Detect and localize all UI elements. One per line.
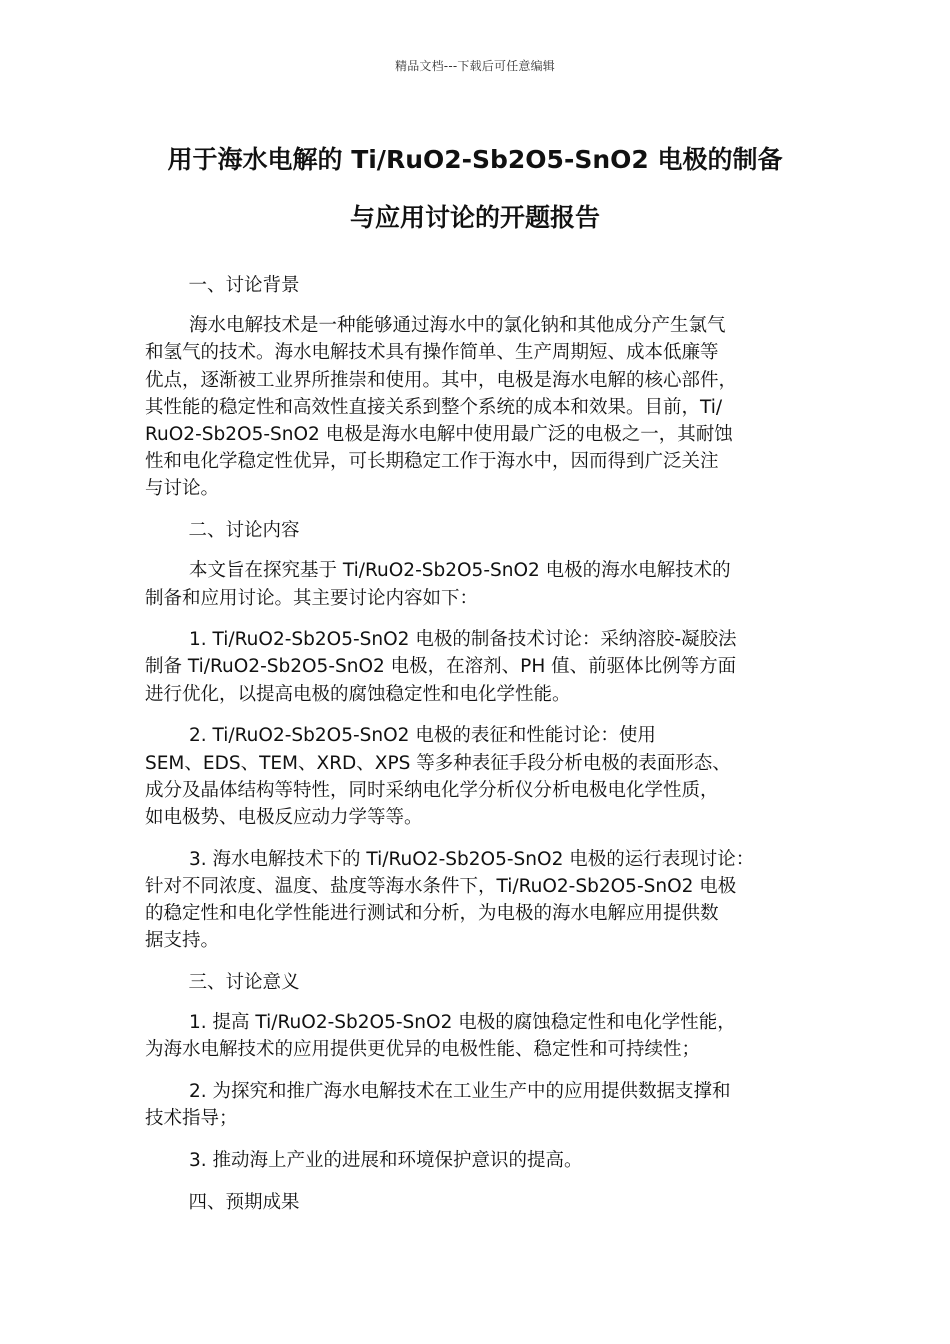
paragraph-line: RuO2-Sb2O5-SnO2 电极是海水电解中使用最广泛的电极之一，其耐蚀 (145, 424, 733, 446)
paragraph-line: 1. Ti/RuO2-Sb2O5-SnO2 电极的制备技术讨论：采纳溶胶-凝胶法 (189, 629, 737, 651)
paragraph-line: 其性能的稳定性和高效性直接关系到整个系统的成本和效果。目前，Ti/ (145, 396, 723, 418)
list-item-significance-1 (145, 1009, 809, 1063)
paragraph-line: 本文旨在探究基于 Ti/RuO2-Sb2O5-SnO2 电极的海水电解技术的 (189, 560, 731, 582)
paragraph-line: 为海水电解技术的应用提供更优异的电极性能、稳定性和可持续性； (145, 1039, 701, 1061)
list-item-significance-3 (145, 1147, 809, 1174)
paragraph-line: 成分及晶体结构等特性，同时采纳电化学分析仪分析电极电化学性质， (145, 779, 719, 801)
list-item-characterization (145, 722, 809, 831)
paragraph-line: 2. Ti/RuO2-Sb2O5-SnO2 电极的表征和性能讨论：使用 (189, 725, 656, 747)
paragraph-line: 性和电化学稳定性优异，可长期稳定工作于海水中，因而得到广泛关注 (145, 451, 719, 473)
paragraph-line: 制备 Ti/RuO2-Sb2O5-SnO2 电极，在溶剂、PH 值、前驱体比例等方面 (145, 656, 737, 678)
paragraph-line: 技术指导； (145, 1108, 238, 1130)
section-heading-background: 一、讨论背景 (188, 275, 300, 296)
document-title-line-2: 与应用讨论的开题报告 (349, 203, 600, 232)
document-body (145, 272, 809, 1229)
paragraph-line: 海水电解技术是一种能够通过海水中的氯化钠和其他成分产生氯气 (189, 315, 726, 337)
paragraph-line: 针对不同浓度、温度、盐度等海水条件下，Ti/RuO2-Sb2O5-SnO2 电极 (145, 875, 737, 897)
list-item-performance (145, 846, 809, 955)
paragraph-line: 据支持。 (145, 930, 220, 952)
paragraph-line: 和氢气的技术。海水电解技术具有操作简单、生产周期短、成本低廉等 (145, 342, 719, 364)
paragraph-line: 3. 海水电解技术下的 Ti/RuO2-Sb2O5-SnO2 电极的运行表现讨论： (189, 848, 755, 870)
paragraph-line: 进行优化，以提高电极的腐蚀稳定性和电化学性能。 (145, 683, 571, 705)
paragraph-line: 的稳定性和电化学性能进行测试和分析，为电极的海水电解应用提供数 (145, 903, 719, 925)
paragraph-line: 与讨论。 (145, 478, 220, 500)
section-heading-significance: 三、讨论意义 (188, 971, 300, 993)
list-item-significance-2 (145, 1078, 809, 1132)
paragraph-line: 制备和应用讨论。其主要讨论内容如下： (145, 587, 479, 609)
paragraph-line: 优点，逐渐被工业界所推崇和使用。其中，电极是海水电解的核心部件， (145, 369, 738, 391)
document-title-line-1: 用于海水电解的 Ti/RuO2-Sb2O5-SnO2 电极的制备 (167, 145, 783, 174)
paragraph-line: 2. 为探究和推广海水电解技术在工业生产中的应用提供数据支撑和 (189, 1081, 731, 1103)
section-heading-expected-results: 四、预期成果 (188, 1191, 300, 1213)
header-note: 精品文档---下载后可任意编辑 (395, 59, 555, 73)
paragraph-line: 1. 提高 Ti/RuO2-Sb2O5-SnO2 电极的腐蚀稳定性和电化学性能， (189, 1012, 736, 1034)
paragraph-line: 3. 推动海上产业的进展和环境保护意识的提高。 (189, 1149, 583, 1171)
list-item-preparation (145, 626, 809, 708)
section-heading-content: 二、讨论内容 (188, 520, 300, 542)
paragraph-line: 如电极势、电极反应动力学等等。 (145, 806, 423, 828)
paragraph-background (145, 312, 809, 502)
paragraph-content-intro (145, 557, 809, 611)
paragraph-line: SEM、EDS、TEM、XRD、XPS 等多种表征手段分析电极的表面形态、 (145, 752, 731, 774)
